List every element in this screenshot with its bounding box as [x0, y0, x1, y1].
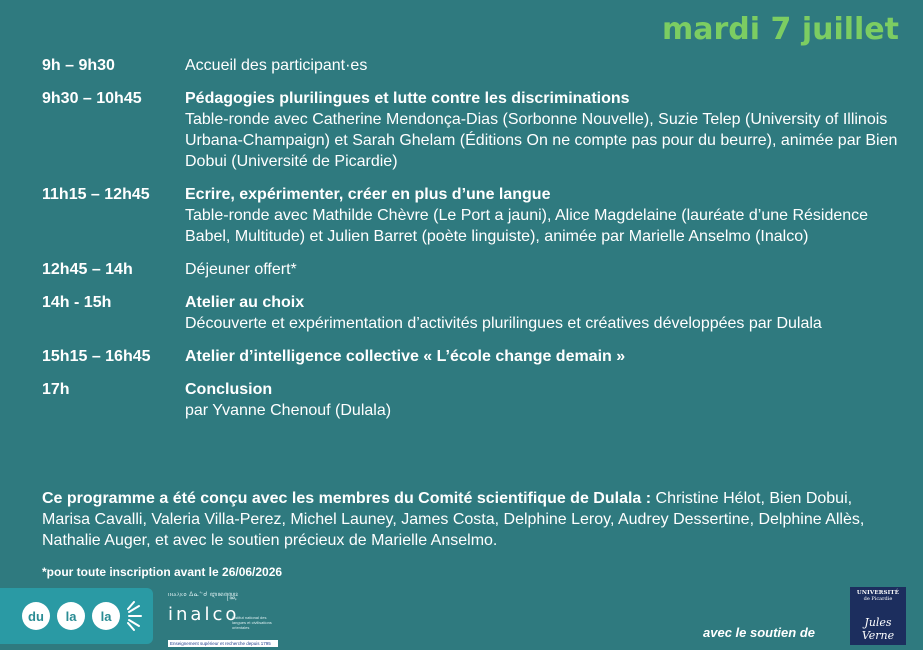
schedule-time: 14h - 15h [42, 294, 112, 311]
dulala-logo [0, 588, 153, 644]
schedule-row [42, 88, 902, 172]
schedule-time: 9h30 – 10h45 [42, 90, 142, 107]
schedule-content [185, 55, 902, 76]
schedule-time: 15h15 – 16h45 [42, 348, 151, 365]
schedule-content [185, 88, 902, 172]
schedule-time: 11h15 – 12h45 [42, 186, 150, 203]
schedule-time: 17h [42, 381, 70, 398]
credits-paragraph [42, 488, 887, 551]
session-text: Découverte et expérimentation d’activités plurilingues et créatives développées par Dulala [185, 315, 822, 332]
schedule-row [42, 346, 902, 367]
footnote: *pour toute inscription avant le 26/06/2026 [42, 565, 283, 579]
session-text: Table-ronde avec Catherine Mendonça-Dias (Sorbonne Nouvelle), Suzie Telep (University of Illinois Urbana-Champaign) et Sarah Ghelam (Éditions On ne compte pas pour du beurre), animée par Bien Dobui (Université de Picardie) [185, 111, 898, 170]
day-title: mardi 7 juillet [662, 12, 899, 47]
inalco-scripts: ⲓⲛⲁⲗⲕⲟ ᐃᓇᓪᑯ ꦆꦤꦭ꧀ꦏꦺꦴ [168, 592, 239, 598]
upjv-top: UNIVERSITÉ [856, 590, 900, 596]
session-text: par Yvanne Chenouf (Dulala) [185, 402, 392, 419]
schedule-row [42, 184, 902, 247]
schedule-content [185, 379, 902, 421]
dulala-rays-icon [127, 601, 145, 631]
support-text: avec le soutien de [703, 625, 815, 640]
credits-lead: Ce programme a été conçu avec les membres du Comité scientifique de Dulala : [42, 490, 652, 507]
session-text: Table-ronde avec Mathilde Chèvre (Le Port a jauni), Alice Magdelaine (lauréate d’une Résidence Babel, Multitude) et Julien Barret (poète linguiste), animée par Marielle Anselmo (Inalco) [185, 207, 869, 245]
upjv-signature: Jules Verne [861, 616, 895, 642]
session-title: Atelier d’intelligence collective « L’école change demain » [185, 348, 626, 365]
inalco-logo [168, 590, 280, 646]
session-text: Accueil des participant·es [185, 57, 368, 74]
upjv-logo [850, 587, 906, 645]
inalco-name: inalco [168, 604, 240, 625]
schedule-row [42, 292, 902, 334]
schedule-row [42, 379, 902, 421]
dulala-syllable: la [92, 602, 120, 630]
schedule-row [42, 55, 902, 76]
schedule-time: 12h45 – 14h [42, 261, 133, 278]
upjv-mid: de Picardie [863, 596, 893, 602]
schedule-content [185, 184, 902, 247]
schedule-row [42, 259, 902, 280]
session-title: Ecrire, expérimenter, créer en plus d’une langue [185, 186, 551, 203]
schedule [42, 55, 902, 433]
session-title: Pédagogies plurilingues et lutte contre les discriminations [185, 90, 630, 107]
dulala-syllable: du [22, 602, 50, 630]
inalco-band: Enseignement supérieur et recherche depuis 1795 [168, 640, 278, 647]
schedule-time: 9h – 9h30 [42, 57, 115, 74]
dulala-syllable: la [57, 602, 85, 630]
schedule-content [185, 259, 902, 280]
schedule-content [185, 346, 902, 367]
credits-text: Christine Hélot, Bien Dobui, Marisa Cavalli, Valeria Villa-Perez, Michel Launey, James Costa, Delphine Leroy, Audrey Dessertine, Delphine Allès, Nathalie Auger, et avec le soutien précieux de Marielle Anselmo. [42, 490, 865, 549]
session-title: Atelier au choix [185, 294, 305, 311]
session-title: Conclusion [185, 381, 273, 398]
schedule-content [185, 292, 902, 334]
inalco-subtitle: Institut national des langues et civilisations orientales [232, 615, 272, 630]
session-text: Déjeuner offert* [185, 261, 297, 278]
